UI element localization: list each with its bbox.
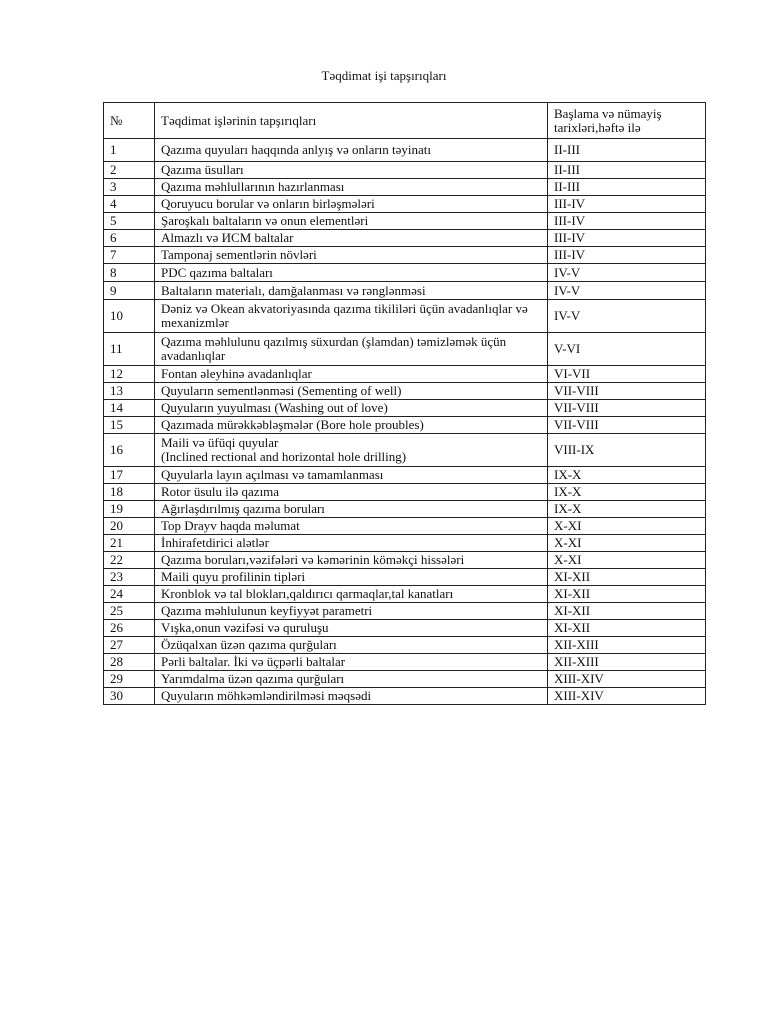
row-number: 30	[104, 688, 155, 705]
row-week: VI-VII	[548, 366, 706, 383]
table-row	[104, 637, 706, 654]
row-number: 26	[104, 620, 155, 637]
row-week: IV-V	[548, 282, 706, 300]
row-week: XI-XII	[548, 569, 706, 586]
row-task: Qazımada mürəkkəbləşmələr (Bore hole proubles)	[155, 417, 548, 434]
row-task: Tamponaj sementlərin növləri	[155, 247, 548, 264]
row-number: 11	[104, 333, 155, 366]
row-task: PDC qazıma baltaları	[155, 264, 548, 282]
table-row	[104, 264, 706, 282]
row-week: VII-VIII	[548, 400, 706, 417]
row-task: Almazlı və ИСМ baltalar	[155, 230, 548, 247]
row-task: Top Drayv haqda məlumat	[155, 518, 548, 535]
table-row	[104, 383, 706, 400]
row-number: 12	[104, 366, 155, 383]
row-task: Quyuların yuyulması (Washing out of love)	[155, 400, 548, 417]
row-task: Kronblok və tal blokları,qaldırıcı qarmaqlar,tal kanatları	[155, 586, 548, 603]
row-number: 2	[104, 162, 155, 179]
row-week: XIII-XIV	[548, 671, 706, 688]
header-number: №	[104, 103, 155, 139]
row-number: 3	[104, 179, 155, 196]
row-number: 14	[104, 400, 155, 417]
row-number: 6	[104, 230, 155, 247]
row-number: 9	[104, 282, 155, 300]
table-row	[104, 484, 706, 501]
row-task: Fontan əleyhinə avadanlıqlar	[155, 366, 548, 383]
table-row	[104, 620, 706, 637]
row-week: XI-XII	[548, 586, 706, 603]
row-number: 20	[104, 518, 155, 535]
row-week: XII-XIII	[548, 637, 706, 654]
row-week: IX-X	[548, 501, 706, 518]
document-title: Təqdimat işi tapşırıqları	[321, 68, 447, 83]
row-week: X-XI	[548, 518, 706, 535]
row-task: Baltaların materialı, damğalanması və rənglənməsi	[155, 282, 548, 300]
table-row	[104, 333, 706, 366]
row-week: II-III	[548, 139, 706, 162]
row-number: 10	[104, 300, 155, 333]
table-row	[104, 300, 706, 333]
row-task: Qazıma quyuları haqqında anlyış və onların təyinatı	[155, 139, 548, 162]
table-body	[104, 139, 706, 705]
row-week: III-IV	[548, 213, 706, 230]
table-row	[104, 400, 706, 417]
row-week: X-XI	[548, 552, 706, 569]
row-task: Pərli baltalar. İki və üçpərli baltalar	[155, 654, 548, 671]
row-week: VIII-IX	[548, 434, 706, 467]
row-task: Rotor üsulu ilə qazıma	[155, 484, 548, 501]
row-task: Qazıma üsulları	[155, 162, 548, 179]
row-task: İnhirafetdirici alətlər	[155, 535, 548, 552]
row-number: 7	[104, 247, 155, 264]
table-row	[104, 230, 706, 247]
table-row	[104, 434, 706, 467]
row-task: Quyuların sementlənməsi (Sementing of well)	[155, 383, 548, 400]
row-week: V-VI	[548, 333, 706, 366]
row-number: 28	[104, 654, 155, 671]
row-week: XIII-XIV	[548, 688, 706, 705]
table-row	[104, 603, 706, 620]
row-number: 17	[104, 467, 155, 484]
row-task: Maili quyu profilinin tipləri	[155, 569, 548, 586]
row-task: Qoruyucu borular və onların birləşmələri	[155, 196, 548, 213]
row-task: Quyuların möhkəmləndirilməsi məqsədi	[155, 688, 548, 705]
row-week: IV-V	[548, 264, 706, 282]
tasks-table	[103, 102, 706, 705]
table-row	[104, 179, 706, 196]
row-number: 29	[104, 671, 155, 688]
table-row	[104, 688, 706, 705]
row-task: Yarımdalma üzən qazıma qurğuları	[155, 671, 548, 688]
table-row	[104, 569, 706, 586]
table-row	[104, 654, 706, 671]
table-row	[104, 139, 706, 162]
row-week: XI-XII	[548, 620, 706, 637]
row-task: Ağırlaşdırılmış qazıma boruları	[155, 501, 548, 518]
row-number: 27	[104, 637, 155, 654]
row-number: 4	[104, 196, 155, 213]
row-task: Dəniz və Okean akvatoriyasında qazıma tikililəri üçün avadanlıqlar və mexanizmlər	[155, 300, 548, 333]
row-number: 18	[104, 484, 155, 501]
table-row	[104, 467, 706, 484]
row-task: Maili və üfüqi quyular (Inclined rectional and horizontal hole drilling)	[155, 434, 548, 467]
row-week: III-IV	[548, 196, 706, 213]
table-row	[104, 518, 706, 535]
table-row	[104, 213, 706, 230]
row-week: II-III	[548, 162, 706, 179]
row-number: 15	[104, 417, 155, 434]
row-number: 24	[104, 586, 155, 603]
row-task: Quyularla layın açılması və tamamlanması	[155, 467, 548, 484]
table-row	[104, 671, 706, 688]
table-row	[104, 247, 706, 264]
row-task: Vışka,onun vəzifəsi və quruluşu	[155, 620, 548, 637]
row-task: Qazıma məhlulunun keyfiyyət parametri	[155, 603, 548, 620]
header-week: Başlama və nümayiş tarixləri,həftə ilə	[548, 103, 706, 139]
row-week: III-IV	[548, 247, 706, 264]
row-week: VII-VIII	[548, 383, 706, 400]
row-week: II-III	[548, 179, 706, 196]
row-task: Şaroşkalı baltaların və onun elementləri	[155, 213, 548, 230]
table-row	[104, 196, 706, 213]
row-week: XII-XIII	[548, 654, 706, 671]
row-week: IV-V	[548, 300, 706, 333]
row-number: 25	[104, 603, 155, 620]
row-week: XI-XII	[548, 603, 706, 620]
table-row	[104, 501, 706, 518]
row-task: Özüqalxan üzən qazıma qurğuları	[155, 637, 548, 654]
table-row	[104, 162, 706, 179]
row-number: 19	[104, 501, 155, 518]
row-week: IX-X	[548, 484, 706, 501]
row-week: VII-VIII	[548, 417, 706, 434]
row-number: 5	[104, 213, 155, 230]
table-row	[104, 535, 706, 552]
table-row	[104, 417, 706, 434]
row-week: III-IV	[548, 230, 706, 247]
table-header-row	[104, 103, 706, 139]
row-number: 8	[104, 264, 155, 282]
row-number: 16	[104, 434, 155, 467]
row-number: 21	[104, 535, 155, 552]
row-number: 23	[104, 569, 155, 586]
table-row	[104, 586, 706, 603]
row-week: X-XI	[548, 535, 706, 552]
table-row	[104, 282, 706, 300]
row-task: Qazıma məhlullarının hazırlanması	[155, 179, 548, 196]
row-number: 22	[104, 552, 155, 569]
row-number: 13	[104, 383, 155, 400]
row-number: 1	[104, 139, 155, 162]
header-task: Təqdimat işlərinin tapşırıqları	[155, 103, 548, 139]
row-task: Qazıma məhlulunu qazılmış süxurdan (şlamdan) təmizləmək üçün avadanlıqlar	[155, 333, 548, 366]
row-task: Qazıma boruları,vəzifələri və kəmərinin köməkçi hissələri	[155, 552, 548, 569]
table-row	[104, 552, 706, 569]
table-row	[104, 366, 706, 383]
row-week: IX-X	[548, 467, 706, 484]
